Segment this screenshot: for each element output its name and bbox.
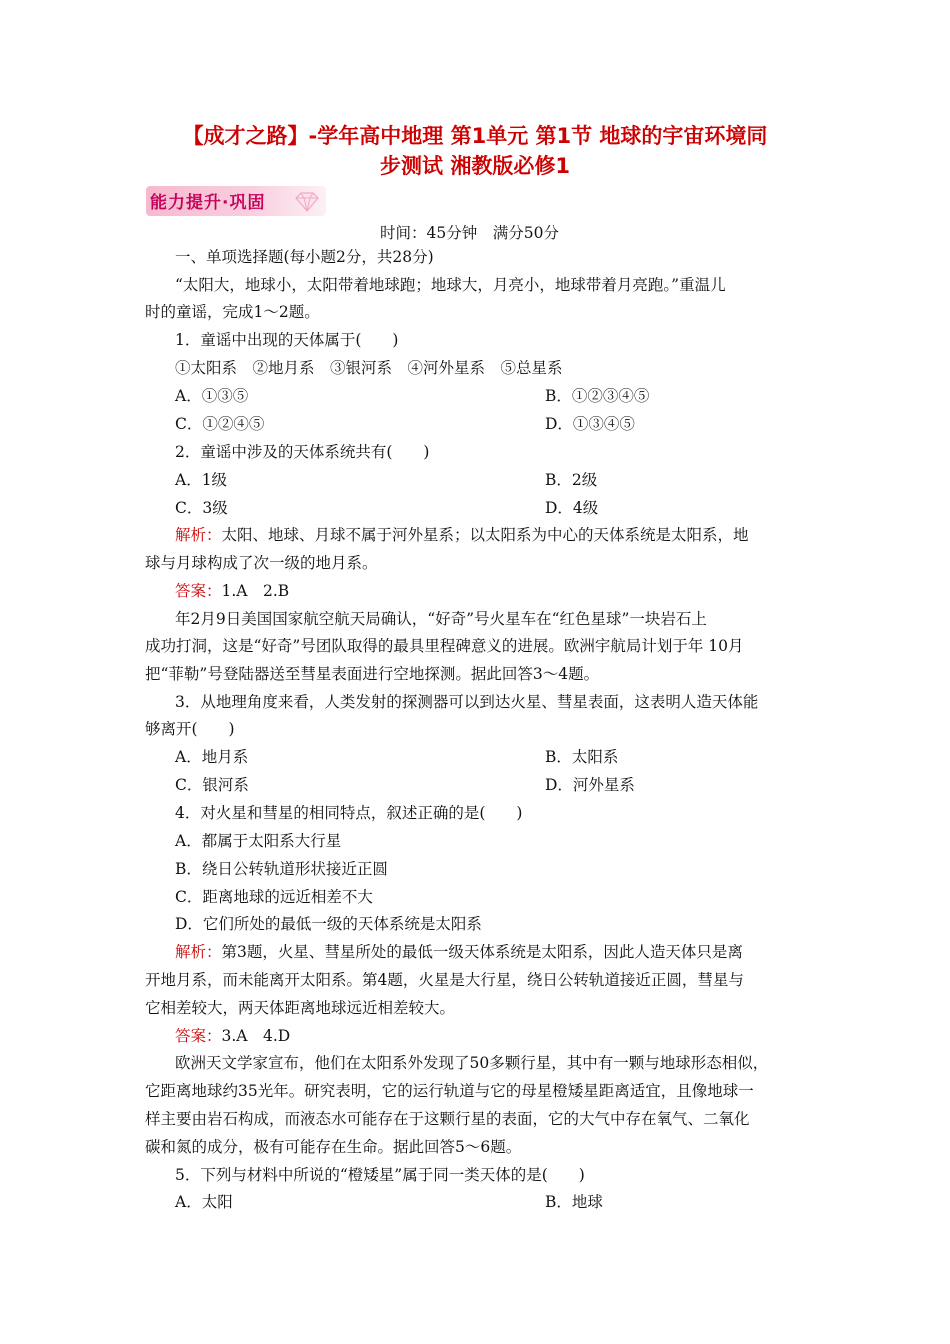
question-5-stem: 5．下列与材料中所说的“橙矮星”属于同一类天体的是( ) [175,1166,585,1184]
diamond-icon [292,190,322,214]
question-1-option-c: C．①②④⑤ [175,415,265,433]
analysis-2-line-2: 开地月系，而未能离开太阳系。第4题，火星是大行星，绕日公转轨道接近正圆，彗星与 [145,971,744,989]
section-badge [146,182,328,218]
section-heading: 一、单项选择题(每小题2分，共28分) [175,248,434,266]
question-2-option-a: A．1级 [175,471,228,489]
question-5-option-a: A．太阳 [175,1193,233,1211]
question-3-option-c: C．银河系 [175,776,249,794]
passage-3-line-3: 样主要由岩石构成，而液态水可能存在于这颗行星的表面，它的大气中存在氧气、二氧化 [145,1110,750,1128]
passage-1-line-2: 时的童谣，完成1～2题。 [145,303,320,321]
passage-2-line-2: 成功打洞，这是“好奇”号团队取得的最具里程碑意义的进展。欧洲宇航局计划于年 10月 [145,637,744,655]
answer-2 [175,1025,290,1047]
question-5-option-b: B．地球 [545,1193,603,1211]
passage-3-line-1: 欧洲天文学家宣布，他们在太阳系外发现了50多颗行星，其中有一颗与地球形态相似， [175,1054,769,1072]
passage-1-line-1: “太阳大，地球小，太阳带着地球跑；地球大，月亮小，地球带着月亮跑。”重温儿 [175,276,726,294]
analysis-label: 解析： [175,526,222,544]
analysis-1-text: 太阳、地球、月球不属于河外星系；以太阳系为中心的天体系统是太阳系，地 [221,526,749,544]
question-1-option-d: D．①③④⑤ [545,415,635,433]
analysis-1-line-2: 球与月球构成了次一级的地月系。 [145,554,378,572]
passage-3-line-2: 它距离地球约35光年。研究表明，它的运行轨道与它的母星橙矮星距离适宜，且像地球一 [145,1082,754,1100]
question-2-option-c: C．3级 [175,499,228,517]
question-3-option-b: B．太阳系 [545,748,619,766]
question-1-items: ①太阳系 ②地月系 ③银河系 ④河外星系 ⑤总星系 [175,359,563,377]
passage-2-line-1: 年2月9日美国国家航空航天局确认，“好奇”号火星车在“红色星球”一块岩石上 [175,610,707,628]
analysis-2-line-1 [175,941,743,963]
question-4-option-d: D．它们所处的最低一级的天体系统是太阳系 [175,915,482,933]
answer-2-text: 3.A 4.D [221,1027,291,1045]
question-4-option-a: A．都属于太阳系大行星 [175,832,342,850]
answer-label: 答案： [175,582,222,600]
analysis-label: 解析： [175,943,222,961]
analysis-2-line-3: 它相差较大，两天体距离地球远近相差较大。 [145,999,456,1017]
passage-3-line-4: 碳和氮的成分，极有可能存在生命。据此回答5～6题。 [145,1138,522,1156]
question-2-option-b: B．2级 [545,471,598,489]
question-4-stem: 4．对火星和彗星的相同特点，叙述正确的是( ) [175,804,523,822]
answer-1-text: 1.A 2.B [221,582,290,600]
answer-1 [175,580,289,602]
question-1-stem: 1．童谣中出现的天体属于( ) [175,331,399,349]
question-4-option-c: C．距离地球的远近相差不大 [175,888,373,906]
passage-2-line-3: 把“菲勒”号登陆器送至彗星表面进行空地探测。据此回答3～4题。 [145,665,600,683]
question-2-stem: 2．童谣中涉及的天体系统共有( ) [175,443,430,461]
question-1-option-a: A．①③⑤ [175,387,249,405]
answer-label: 答案： [175,1027,222,1045]
time-score: 时间：45分钟 满分50分 [380,224,559,242]
question-3-option-a: A．地月系 [175,748,249,766]
question-3-stem-line-1: 3．从地理角度来看，人类发射的探测器可以到达火星、彗星表面，这表明人造天体能 [175,693,759,711]
question-3-option-d: D．河外星系 [545,776,635,794]
document-title-line-1: 【成才之路】-学年高中地理 第1单元 第1节 地球的宇宙环境同 [182,124,768,148]
analysis-1-line-1 [175,524,749,546]
question-4-option-b: B．绕日公转轨道形状接近正圆 [175,860,388,878]
question-3-stem-line-2: 够离开( ) [145,720,235,738]
document-title-line-2: 步测试 湘教版必修1 [380,154,570,178]
question-1-option-b: B．①②③④⑤ [545,387,650,405]
badge-label: 能力提升·巩固 [150,193,266,213]
analysis-2-text: 第3题，火星、彗星所处的最低一级天体系统是太阳系，因此人造天体只是离 [221,943,743,961]
question-2-option-d: D．4级 [545,499,599,517]
